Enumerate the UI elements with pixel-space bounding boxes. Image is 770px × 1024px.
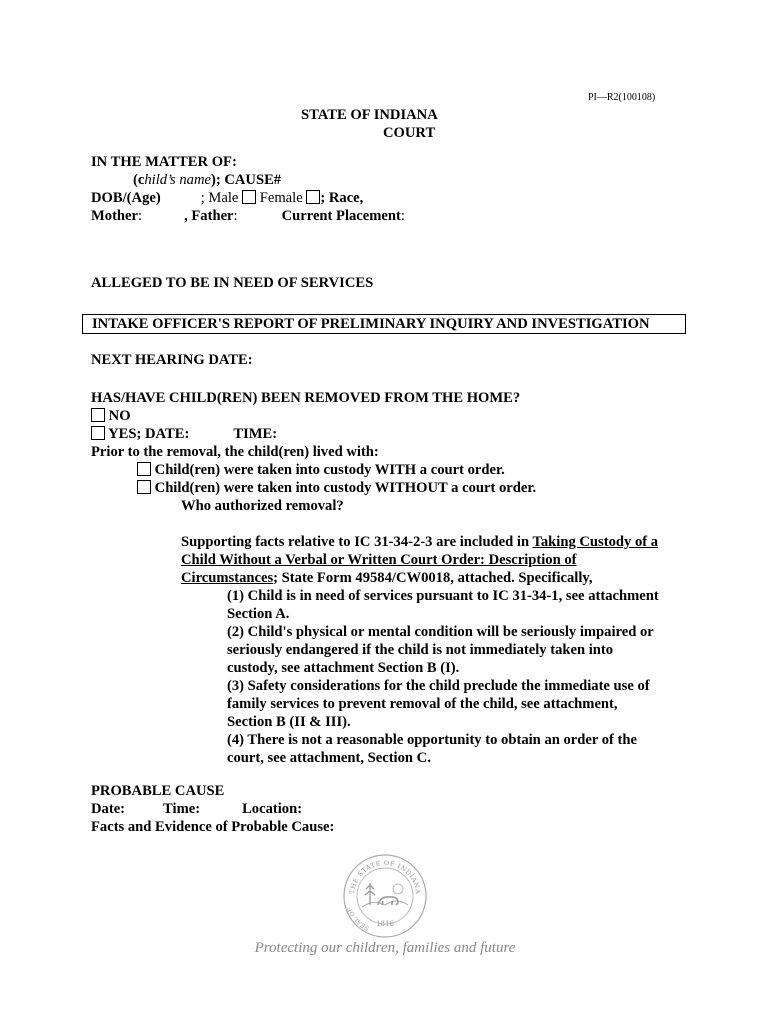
yes-option: YES; DATE: TIME: [91, 425, 277, 443]
dob-line: DOB/(Age) ; Male Female ; Race, [91, 190, 364, 206]
criteria-line: (4) There is not a reasonable opportunity to obtain an order of the [227, 732, 637, 748]
seal-text-left: SEAL OF [346, 906, 371, 932]
criteria-line: family services to prevent removal of the child, see attachment, [227, 696, 618, 712]
without-order-option: Child(ren) were taken into custody WITHOUT a court order. [137, 479, 536, 497]
criteria-line: Section B (II & III). [227, 714, 351, 730]
matter-title: IN THE MATTER OF: [91, 154, 237, 170]
female-checkbox[interactable] [306, 190, 320, 204]
child-name-placeholder: hild’s name [144, 172, 211, 188]
with-order-checkbox[interactable] [137, 462, 151, 476]
no-option: NO [91, 407, 131, 425]
without-order-checkbox[interactable] [137, 480, 151, 494]
criteria-line: (1) Child is in need of services pursuant to IC 31-34-1, see attachment [227, 588, 659, 604]
indiana-seal-icon [342, 853, 428, 944]
supporting-form-ref: Circumstances; State Form 49584/CW0018, attached. Specifically, [181, 570, 593, 586]
supporting-form-title: Child Without a Verbal or Written Court Order: Description of [181, 552, 577, 568]
with-order-option: Child(ren) were taken into custody WITH a court order. [137, 461, 505, 479]
criteria-line: Section A. [227, 606, 290, 622]
removal-question: HAS/HAVE CHILD(REN) BEEN REMOVED FROM THE HOME? [91, 390, 521, 406]
alleged-heading: ALLEGED TO BE IN NEED OF SERVICES [91, 275, 374, 291]
probable-cause-heading: PROBABLE CAUSE [91, 783, 225, 799]
child-name-line: (child’s name); CAUSE# [133, 172, 282, 188]
no-checkbox[interactable] [91, 408, 105, 422]
footer-tagline: Protecting our children, families and future [254, 940, 516, 956]
report-title: INTAKE OFFICER'S REPORT OF PRELIMINARY INQUIRY AND INVESTIGATION [92, 316, 650, 332]
criteria-line: court, see attachment, Section C. [227, 750, 431, 766]
court-heading: COURT [383, 125, 436, 141]
who-authorized-label: Who authorized removal? [181, 498, 344, 514]
criteria-line: custody, see attachment Section B (I). [227, 660, 460, 676]
next-hearing-label: NEXT HEARING DATE: [91, 352, 253, 368]
yes-checkbox[interactable] [91, 426, 105, 440]
probable-cause-fields: Date: Time: Location: [91, 801, 303, 817]
parents-line: Mother: , Father: Current Placement: [91, 208, 405, 224]
form-code: PI—R2(100108) [588, 92, 656, 103]
criteria-line: (3) Safety considerations for the child preclude the immediate use of [227, 678, 650, 694]
probable-cause-facts-label: Facts and Evidence of Probable Cause: [91, 819, 335, 835]
criteria-line: seriously endangered if the child is not immediately taken into [227, 642, 614, 658]
prior-removal-label: Prior to the removal, the child(ren) lived with: [91, 444, 379, 460]
supporting-intro: Supporting facts relative to IC 31-34-2-3 are included in Taking Custody of a [181, 534, 659, 550]
seal-text-top: THE STATE OF INDIANA [348, 858, 423, 895]
report-title-box [82, 314, 686, 334]
criteria-line: (2) Child's physical or mental condition will be seriously impaired or [227, 624, 654, 640]
male-checkbox[interactable] [242, 190, 256, 204]
state-heading: STATE OF INDIANA [301, 107, 438, 123]
seal-year: 1816 [376, 920, 394, 928]
